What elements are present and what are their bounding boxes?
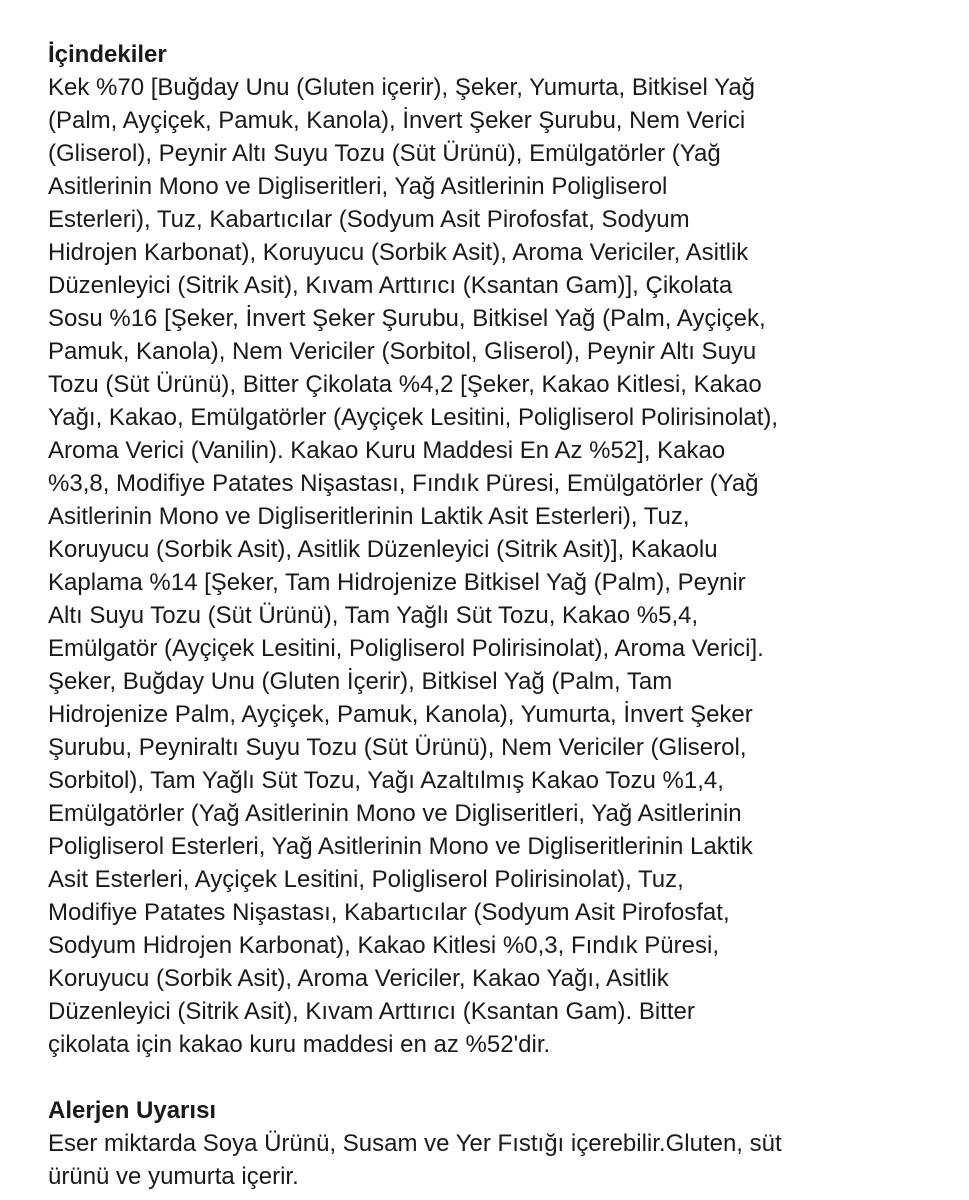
ingredients-line: Şurubu, Peyniraltı Suyu Tozu (Süt Ürünü), Nem Vericiler (Gliserol, [48,734,747,761]
ingredients-line: (Palm, Ayçiçek, Pamuk, Kanola), İnvert Şeker Şurubu, Nem Verici [48,107,746,134]
ingredients-line: Altı Suyu Tozu (Süt Ürünü), Tam Yağlı Süt Tozu, Kakao %5,4, [48,602,699,629]
ingredients-line: Düzenleyici (Sitrik Asit), Kıvam Arttırıcı (Ksantan Gam)], Çikolata [48,272,733,299]
ingredients-line: Hidrojen Karbonat), Koruyucu (Sorbik Asit), Aroma Vericiler, Asitlik [48,239,749,266]
ingredients-line: Kaplama %14 [Şeker, Tam Hidrojenize Bitkisel Yağ (Palm), Peynir [48,569,746,596]
ingredients-line: Düzenleyici (Sitrik Asit), Kıvam Arttırıcı (Ksantan Gam). Bitter [48,998,695,1025]
ingredients-text [48,71,929,1061]
ingredients-line: Tozu (Süt Ürünü), Bitter Çikolata %4,2 [Şeker, Kakao Kitlesi, Kakao [48,371,762,398]
ingredients-line: Sodyum Hidrojen Karbonat), Kakao Kitlesi %0,3, Fındık Püresi, [48,932,719,959]
ingredients-line: Sosu %16 [Şeker, İnvert Şeker Şurubu, Bitkisel Yağ (Palm, Ayçiçek, [48,305,766,332]
ingredients-line: (Gliserol), Peynir Altı Suyu Tozu (Süt Ürünü), Emülgatörler (Yağ [48,140,721,167]
ingredients-line: Esterleri), Tuz, Kabartıcılar (Sodyum Asit Pirofosfat, Sodyum [48,206,690,233]
allergen-heading: Alerjen Uyarısı [48,1097,217,1124]
ingredients-line: Asitlerinin Mono ve Digliseritlerinin Laktik Asit Esterleri), Tuz, [48,503,690,530]
ingredients-line: Asitlerinin Mono ve Digliseritleri, Yağ Asitlerinin Poligliserol [48,173,668,200]
ingredients-line: Modifiye Patates Nişastası, Kabartıcılar (Sodyum Asit Pirofosfat, [48,899,730,926]
ingredients-line: Koruyucu (Sorbik Asit), Asitlik Düzenleyici (Sitrik Asit)], Kakaolu [48,536,718,563]
ingredients-line: Emülgatörler (Yağ Asitlerinin Mono ve Digliseritleri, Yağ Asitlerinin [48,800,742,827]
allergen-line: Eser miktarda Soya Ürünü, Susam ve Yer Fıstığı içerebilir.Gluten, süt [48,1130,782,1157]
ingredients-line: Şeker, Buğday Unu (Gluten İçerir), Bitkisel Yağ (Palm, Tam [48,668,673,695]
ingredients-heading: İçindekiler [48,41,167,68]
ingredients-line: Poligliserol Esterleri, Yağ Asitlerinin Mono ve Digliseritlerinin Laktik [48,833,753,860]
allergen-text [48,1127,929,1193]
ingredients-line: Sorbitol), Tam Yağlı Süt Tozu, Yağı Azaltılmış Kakao Tozu %1,4, [48,767,724,794]
ingredients-line: Hidrojenize Palm, Ayçiçek, Pamuk, Kanola), Yumurta, İnvert Şeker [48,701,753,728]
ingredients-line: Yağı, Kakao, Emülgatörler (Ayçiçek Lesitini, Poligliserol Polirisinolat), [48,404,779,431]
ingredients-line: Kek %70 [Buğday Unu (Gluten içerir), Şeker, Yumurta, Bitkisel Yağ [48,74,756,101]
ingredients-line: Emülgatör (Ayçiçek Lesitini, Poligliserol Polirisinolat), Aroma Verici]. [48,635,764,662]
allergen-line: ürünü ve yumurta içerir. [48,1163,299,1190]
allergen-section [48,1094,929,1193]
ingredients-line: çikolata için kakao kuru maddesi en az %52'dir. [48,1031,551,1058]
ingredients-line: Koruyucu (Sorbik Asit), Aroma Vericiler, Kakao Yağı, Asitlik [48,965,669,992]
ingredients-line: Pamuk, Kanola), Nem Vericiler (Sorbitol, Gliserol), Peynir Altı Suyu [48,338,757,365]
ingredients-line: Aroma Verici (Vanilin). Kakao Kuru Maddesi En Az %52], Kakao [48,437,726,464]
ingredients-line: Asit Esterleri, Ayçiçek Lesitini, Poligliserol Polirisinolat), Tuz, [48,866,684,893]
ingredients-section [48,38,929,1061]
ingredients-line: %3,8, Modifiye Patates Nişastası, Fındık Püresi, Emülgatörler (Yağ [48,470,759,497]
